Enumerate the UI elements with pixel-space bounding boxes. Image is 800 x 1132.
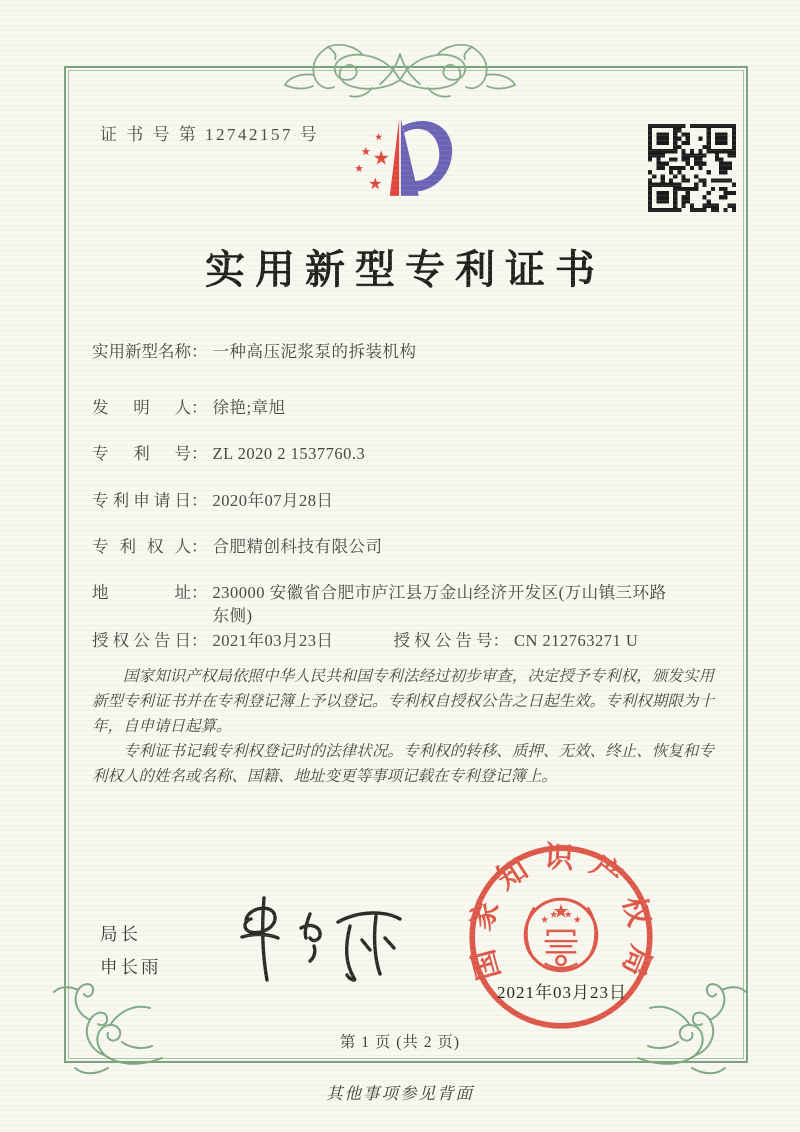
seal-date: 2021年03月23日 (497, 983, 627, 1002)
floral-corner-flourish-icon (46, 980, 164, 1076)
page-number-info: 第 1 页 (共 2 页) (339, 1034, 461, 1051)
legal-text-block (92, 664, 714, 789)
field-colon: ： (191, 398, 208, 417)
field-label: 实用新型名称 (92, 342, 191, 361)
field-label: 地址 (92, 583, 191, 602)
cnipa-round-seal-icon (464, 840, 658, 1034)
field-row-patentee (92, 535, 383, 558)
field-value: 2021年03月23日 (212, 631, 334, 650)
legal-paragraph-2: 专利证书记载专利权登记时的法律状况。专利权的转移、质押、无效、终止、恢复和专利权人的姓名或名称、国籍、地址变更等事项记载在专利登记簿上。 (92, 743, 714, 785)
field-label: 专利权人 (92, 537, 191, 556)
field-row-inventor (92, 396, 286, 419)
legal-paragraph-1: 国家知识产权局依照中华人民共和国专利法经过初步审查，决定授予专利权，颁发实用新型专利证书并在专利登记簿上予以登记。专利权自授权公告之日起生效。专利权期限为十年，自申请日起算。 (92, 668, 714, 735)
field-label: 授权公告日 (92, 631, 191, 650)
field-value: 230000 安徽省合肥市庐江县万金山经济开发区(万山镇三环路东侧) (212, 583, 667, 625)
signer-name: 申长雨 (100, 957, 162, 977)
field-label: 授权公告号 (393, 631, 493, 650)
dragon-scroll-ornament-icon (276, 38, 524, 100)
field-row-filing-date (92, 489, 334, 512)
field-label: 专利申请日 (92, 491, 191, 510)
field-label: 专利号 (92, 444, 191, 463)
field-colon: ： (191, 537, 208, 556)
field-value: 徐艳;章旭 (212, 398, 286, 417)
field-value: 2020年07月28日 (212, 491, 334, 510)
field-value: CN 212763271 U (514, 631, 639, 650)
seal-ring-text: 国家知识产权局 (464, 841, 658, 994)
field-colon: ： (191, 342, 208, 361)
field-value: 合肥精创科技有限公司 (212, 537, 383, 556)
field-row-grant (92, 629, 638, 652)
back-side-note: 其他事项参见背面 (326, 1084, 474, 1103)
field-value: 一种高压泥浆泵的拆装机构 (212, 342, 417, 361)
field-row-name (92, 340, 417, 363)
field-colon: ： (191, 444, 208, 463)
field-colon: ： (492, 631, 509, 650)
signer-title: 局长 (100, 924, 141, 944)
cnipa-logo-icon (336, 108, 464, 212)
qr-code (648, 124, 736, 212)
field-colon: ： (191, 491, 208, 510)
field-label: 发明人 (92, 398, 191, 417)
certificate-number: 证 书 号 第 12742157 号 (100, 125, 320, 144)
field-pair-grant-number (394, 629, 639, 652)
field-colon: ： (191, 583, 208, 602)
certificate-title: 实用新型专利证书 (205, 247, 605, 292)
field-row-address (92, 581, 683, 627)
field-row-patent-number (92, 442, 365, 465)
field-value: ZL 2020 2 1537760.3 (212, 444, 366, 463)
national-emblem-icon (525, 899, 596, 970)
director-signature-icon (222, 888, 408, 986)
signer-block (100, 918, 162, 984)
field-colon: ： (191, 631, 208, 650)
